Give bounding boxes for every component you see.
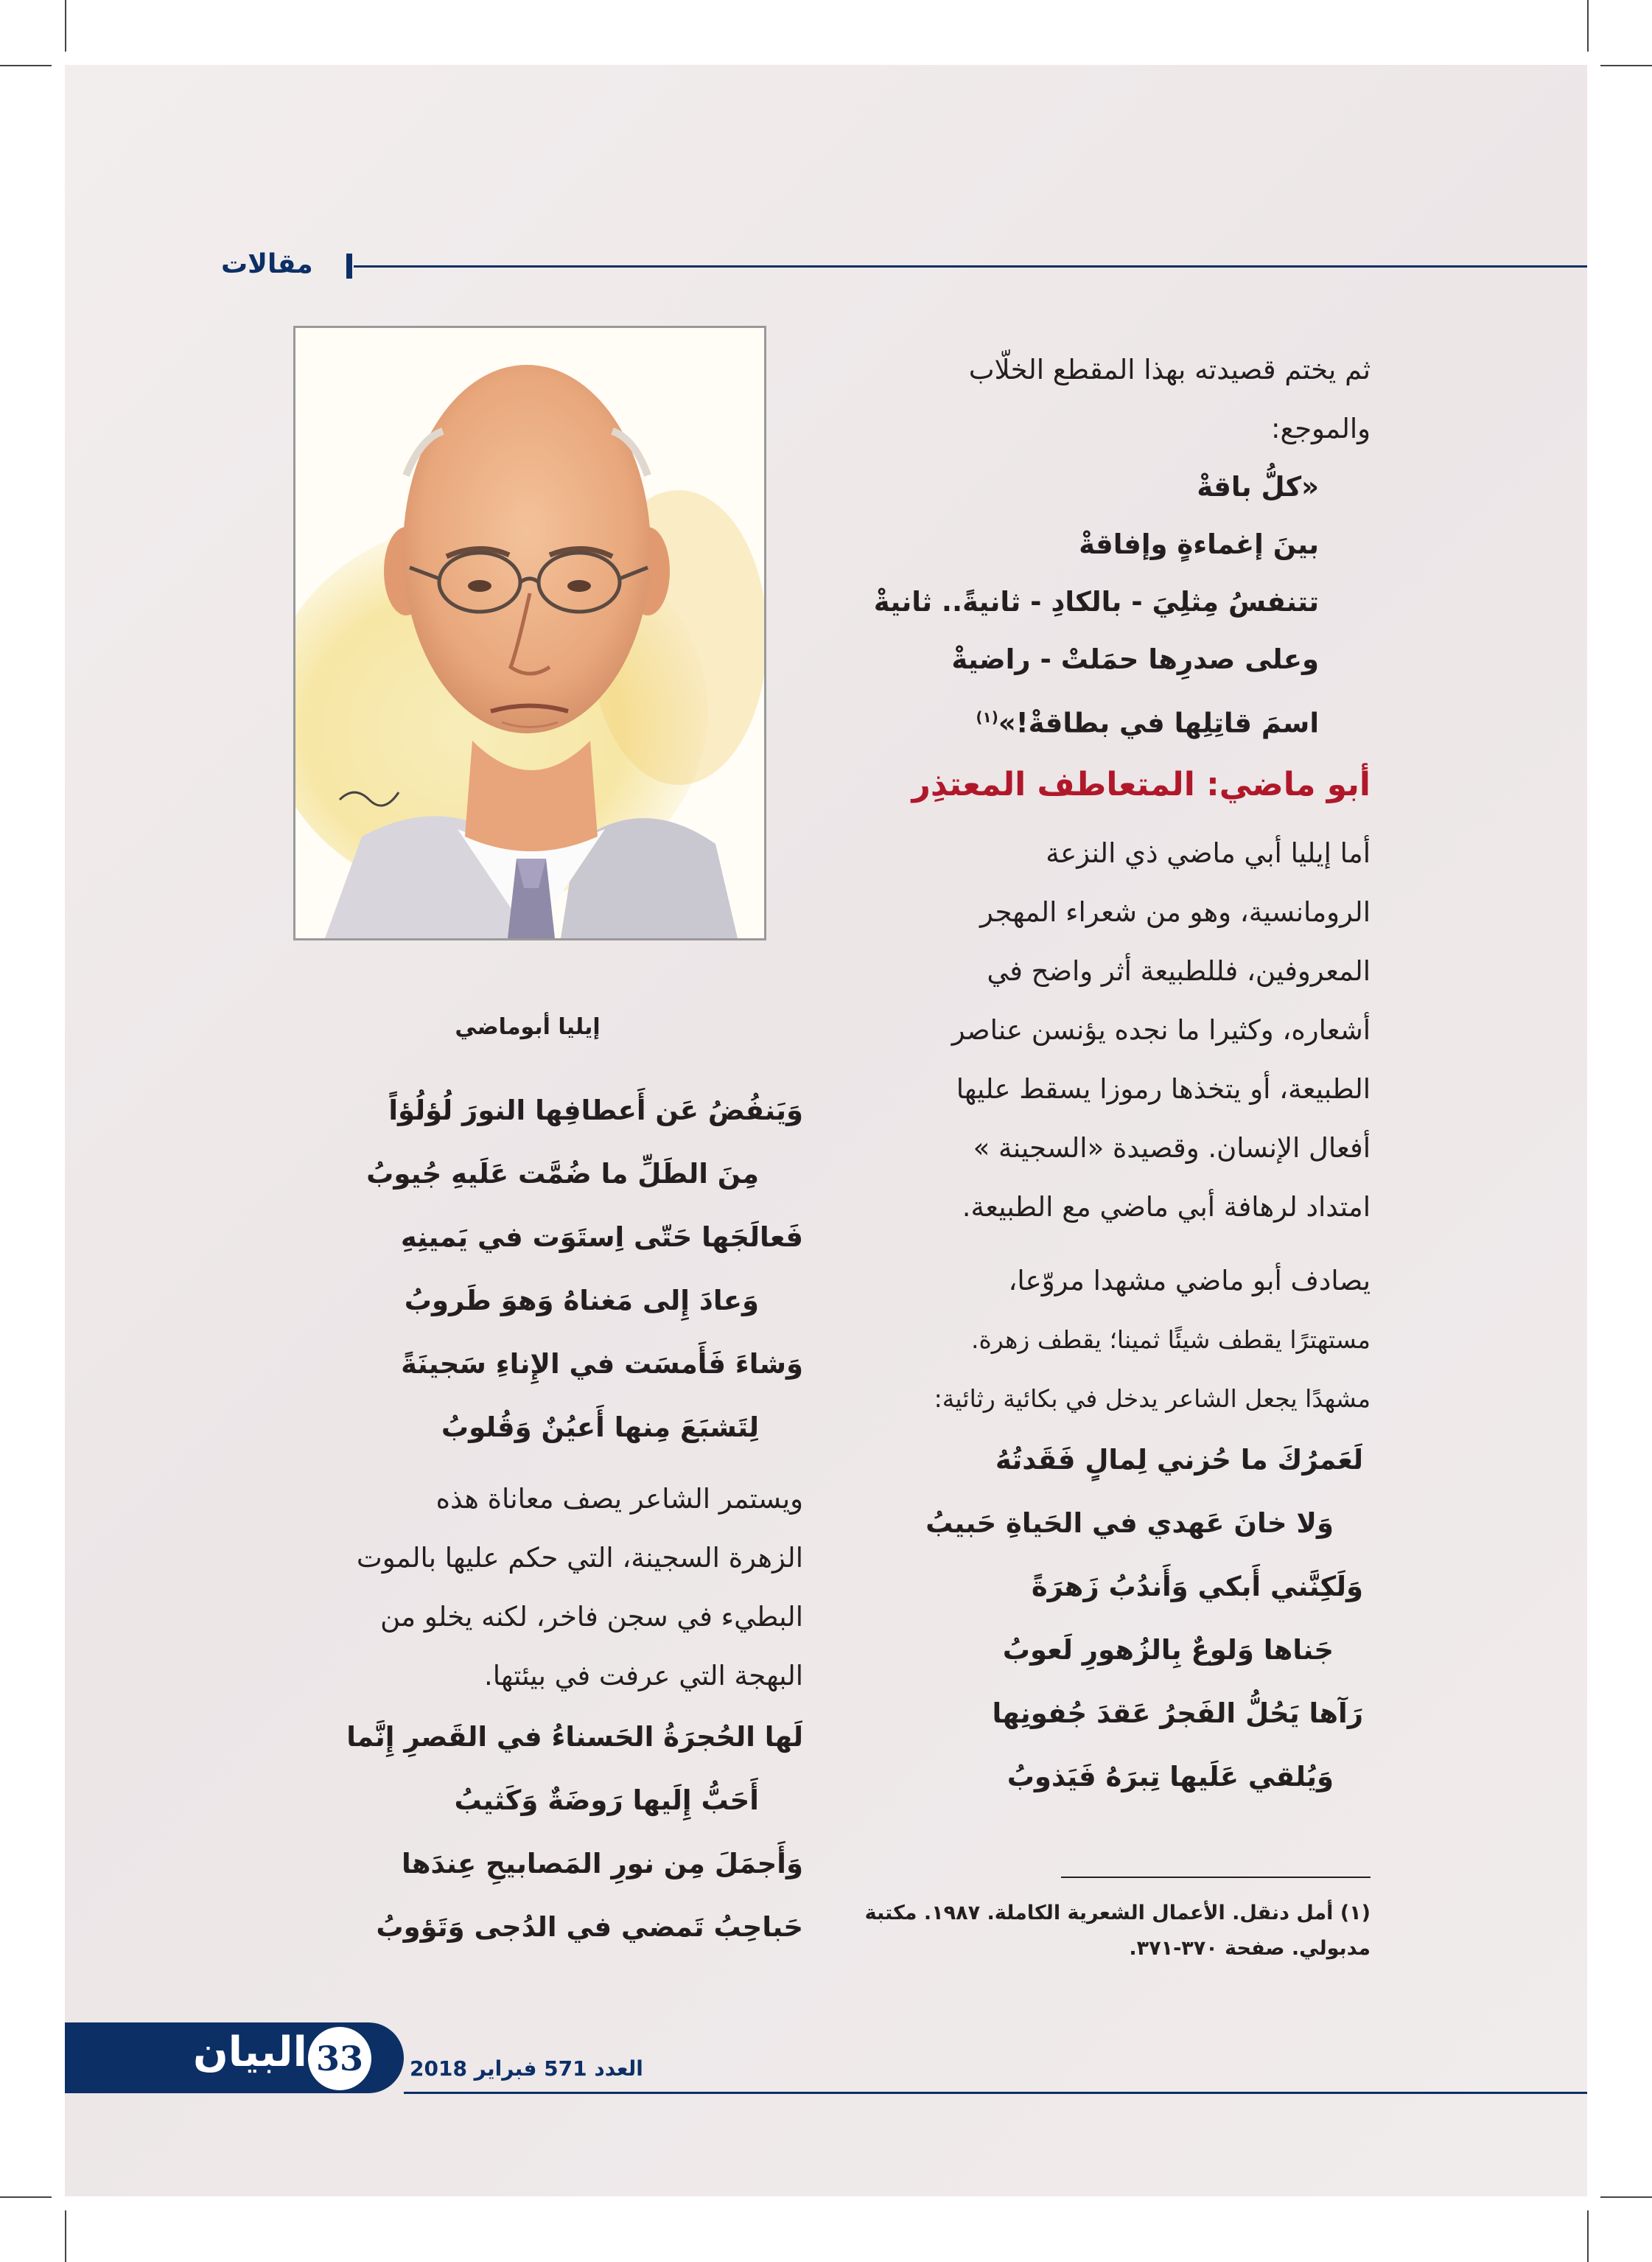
paragraph-line: أفعال الإنسان. وقصيدة «السجينة » bbox=[973, 1132, 1371, 1165]
poem-line: حَباحِبُ تَمضي في الدُجى وَتَؤوبُ bbox=[376, 1911, 803, 1943]
poem-line: لَعَمرُكَ ما حُزني لِمالٍ فَقَدتُهُ bbox=[995, 1444, 1363, 1476]
crop-mark bbox=[1600, 65, 1652, 66]
paragraph-line: امتداد لرهافة أبي ماضي مع الطبيعة. bbox=[962, 1191, 1371, 1223]
poem-line bbox=[840, 688, 1319, 752]
crop-mark bbox=[65, 2210, 66, 2262]
poem-line: وَيُلقي عَلَيها تِبرَهُ فَيَذوبُ bbox=[1007, 1761, 1334, 1793]
quoted-poem bbox=[840, 1428, 1371, 1809]
footnote-rule bbox=[1061, 1877, 1371, 1878]
subsection-heading: أبو ماضي: المتعاطف المعتذِر bbox=[911, 766, 1371, 804]
paragraph-line: مشهدًا يجعل الشاعر يدخل في بكائية رثائية: bbox=[934, 1384, 1371, 1414]
section-label: مقالات bbox=[221, 249, 313, 279]
paragraph bbox=[840, 1252, 1371, 1428]
portrait-caption: إيليا أبوماضي bbox=[455, 1014, 601, 1040]
paragraph-line: الرومانسية، وهو من شعراء المهجر bbox=[980, 896, 1371, 929]
page-number: 33 bbox=[308, 2027, 371, 2090]
poem-line: لِتَشبَعَ مِنها أَعيُنٌ وَقُلوبُ bbox=[441, 1411, 759, 1443]
paragraph-line: يصادف أبو ماضي مشهدا مروّعا، bbox=[1008, 1265, 1371, 1297]
footnote bbox=[825, 1896, 1371, 1966]
section-marker bbox=[346, 254, 352, 279]
quoted-poem bbox=[273, 1079, 803, 1459]
section-rule bbox=[354, 265, 1587, 268]
crop-mark bbox=[65, 0, 66, 52]
poem-line: وَيَنفُضُ عَن أَعطافِها النورَ لُؤلُؤاً bbox=[388, 1095, 803, 1126]
paragraph-line: الزهرة السجينة، التي حكم عليها بالموت bbox=[356, 1542, 803, 1574]
poem-line: جَناها وَلوعٌ بِالزُهورِ لَعوبُ bbox=[1002, 1634, 1334, 1666]
right-column bbox=[840, 341, 1371, 1809]
paragraph-line: ويستمر الشاعر يصف معاناة هذه bbox=[435, 1483, 803, 1515]
poem-line: أَحَبُّ إِلَيها رَوضَةٌ وَكَثيبُ bbox=[454, 1784, 759, 1816]
paragraph-line: الطبيعة، أو يتخذها رموزا يسقط عليها bbox=[956, 1073, 1371, 1106]
paragraph bbox=[840, 824, 1371, 1237]
poem-line: وَلا خانَ عَهدي في الحَياةِ حَبيبُ bbox=[925, 1507, 1334, 1540]
magazine-logo: البيان bbox=[193, 2028, 307, 2076]
paragraph-line: مستهترًا يقطف شيئًا ثمينا؛ يقطف زهرة. bbox=[971, 1325, 1371, 1355]
paragraph-line: أشعاره، وكثيرا ما نجده يؤنسن عناصر bbox=[951, 1014, 1371, 1047]
crop-mark bbox=[0, 65, 52, 66]
poem-line: رَآها يَحُلُّ الفَجرُ عَقدَ جُفونِها bbox=[992, 1697, 1363, 1730]
paragraph-line: البهجة التي عرفت في بيئتها. bbox=[483, 1660, 803, 1692]
footer-rule bbox=[404, 2092, 1587, 2094]
poem-line: تتنفسُ مِثلِيَ - بالكادِ - ثانيةً.. ثانيةْ bbox=[873, 586, 1319, 618]
poem-line: بينَ إغماءةٍ وإفاقةْ bbox=[1079, 528, 1319, 560]
footnote-ref: (١) bbox=[976, 708, 998, 726]
poem-line: وعلى صدرِها حمَلتْ - راضيةْ bbox=[951, 643, 1319, 675]
poem-line: وَلَكِنَّني أَبكي وَأَندُبُ زَهرَةً bbox=[1031, 1571, 1363, 1603]
paragraph-line: أما إيليا أبي ماضي ذي النزعة bbox=[1046, 837, 1371, 870]
poem-line: وَشاءَ فَأَمسَت في الإِناءِ سَجينَةً bbox=[401, 1348, 803, 1380]
paragraph-line: المعروفين، فللطبيعة أثر واضح في bbox=[987, 955, 1371, 988]
paragraph-line: البطيء في سجن فاخر، لكنه يخلو من bbox=[380, 1601, 803, 1633]
paragraph bbox=[273, 1470, 803, 1706]
crop-mark bbox=[1587, 0, 1589, 52]
poem-line: فَعالَجَها حَتّى اِستَوَت في يَمينِهِ bbox=[400, 1221, 803, 1253]
intro-line: والموجع: bbox=[1271, 413, 1371, 444]
portrait-image bbox=[293, 326, 766, 940]
crop-mark bbox=[1587, 2210, 1589, 2262]
issue-info: العدد 571 فبراير 2018 bbox=[410, 2056, 643, 2081]
crop-mark bbox=[0, 2196, 52, 2198]
quoted-poem bbox=[273, 1706, 803, 1959]
poem-line-text: اسمَ قاتِلِها في بطاقةْ!» bbox=[998, 707, 1319, 739]
poem-line: «كلُّ باقةْ bbox=[1197, 471, 1319, 503]
crop-mark bbox=[1600, 2196, 1652, 2198]
poem-line: مِنَ الطَلِّ ما ضُمَّت عَلَيهِ جُيوبُ bbox=[366, 1158, 759, 1190]
quoted-poem bbox=[840, 458, 1371, 752]
left-column bbox=[273, 1079, 803, 1959]
poem-line: وَأَجمَلَ مِن نورِ المَصابيحِ عِندَها bbox=[402, 1848, 803, 1879]
poem-line: لَها الحُجرَةُ الحَسناءُ في القَصرِ إِنَّما bbox=[346, 1721, 803, 1753]
intro-line: ثم يختم قصيدته بهذا المقطع الخلّاب bbox=[968, 354, 1371, 385]
poem-line: وَعادَ إِلى مَغناهُ وَهوَ طَروبُ bbox=[404, 1285, 759, 1316]
footnote-line: (١) أمل دنقل. الأعمال الشعرية الكاملة. ١٩٨٧. مكتبة bbox=[864, 1902, 1371, 1924]
footnote-line: مدبولي. صفحة ٣٧٠-٣٧١. bbox=[1129, 1937, 1371, 1960]
